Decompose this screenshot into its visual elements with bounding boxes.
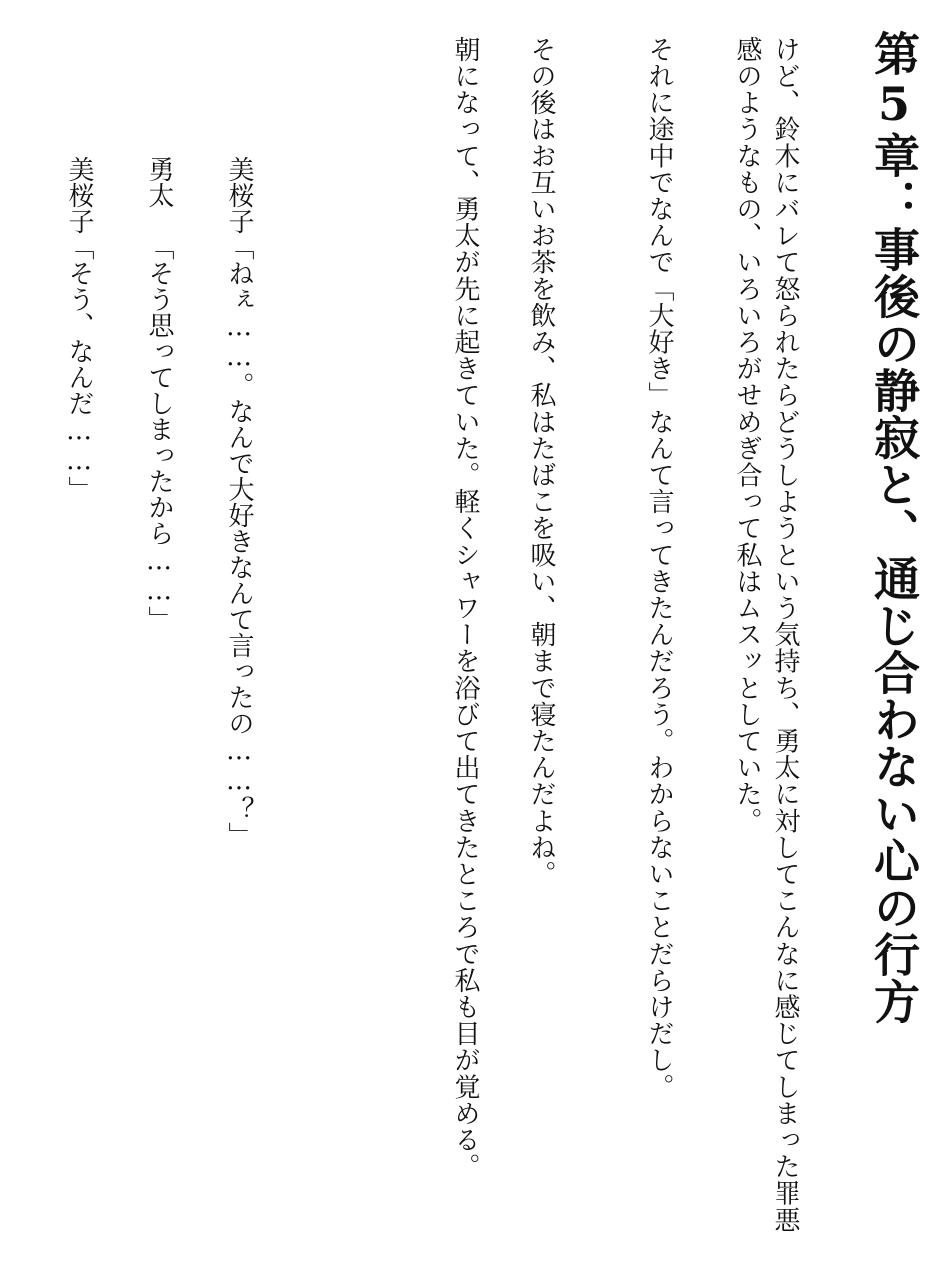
dialogue-text: 「ねぇ……。なんで大好きなんて言ったの……？」	[224, 234, 254, 848]
dialogue-text: 「そう、なんだ……」	[64, 234, 94, 502]
dialogue-text: 「そう思ってしまったから……」	[144, 234, 174, 632]
paragraph: それに途中でなんで「大好き」なんて言ってきたんだろう。わからないことだらけだし。	[644, 36, 674, 1100]
speaker-name: 美桜子	[64, 156, 94, 234]
paragraph: 朝になって、勇太が先に起きていた。軽くシャワーを浴びて出てきたところで私も目が覚める。	[450, 36, 480, 1180]
speaker-name: 勇太	[144, 156, 174, 208]
paragraph: その後はお互いお茶を飲み、私はたばこを吸い、朝まで寝たんだよね。	[526, 36, 556, 888]
dialogue-line	[64, 36, 136, 1236]
dialogue-line	[224, 36, 296, 1236]
speaker-name: 美桜子	[224, 156, 254, 234]
dialogue-line	[144, 36, 216, 1236]
chapter-title: 第5章：事後の静寂と、通じ合わない心の行方	[867, 30, 921, 1025]
paragraph: けど、鈴木にバレて怒られたらどうしようという気持ち、勇太に対してこんなに感じてしまった罪悪感のようなもの、いろいろがせめぎ合って私はムスッとしていた。	[732, 36, 800, 1233]
